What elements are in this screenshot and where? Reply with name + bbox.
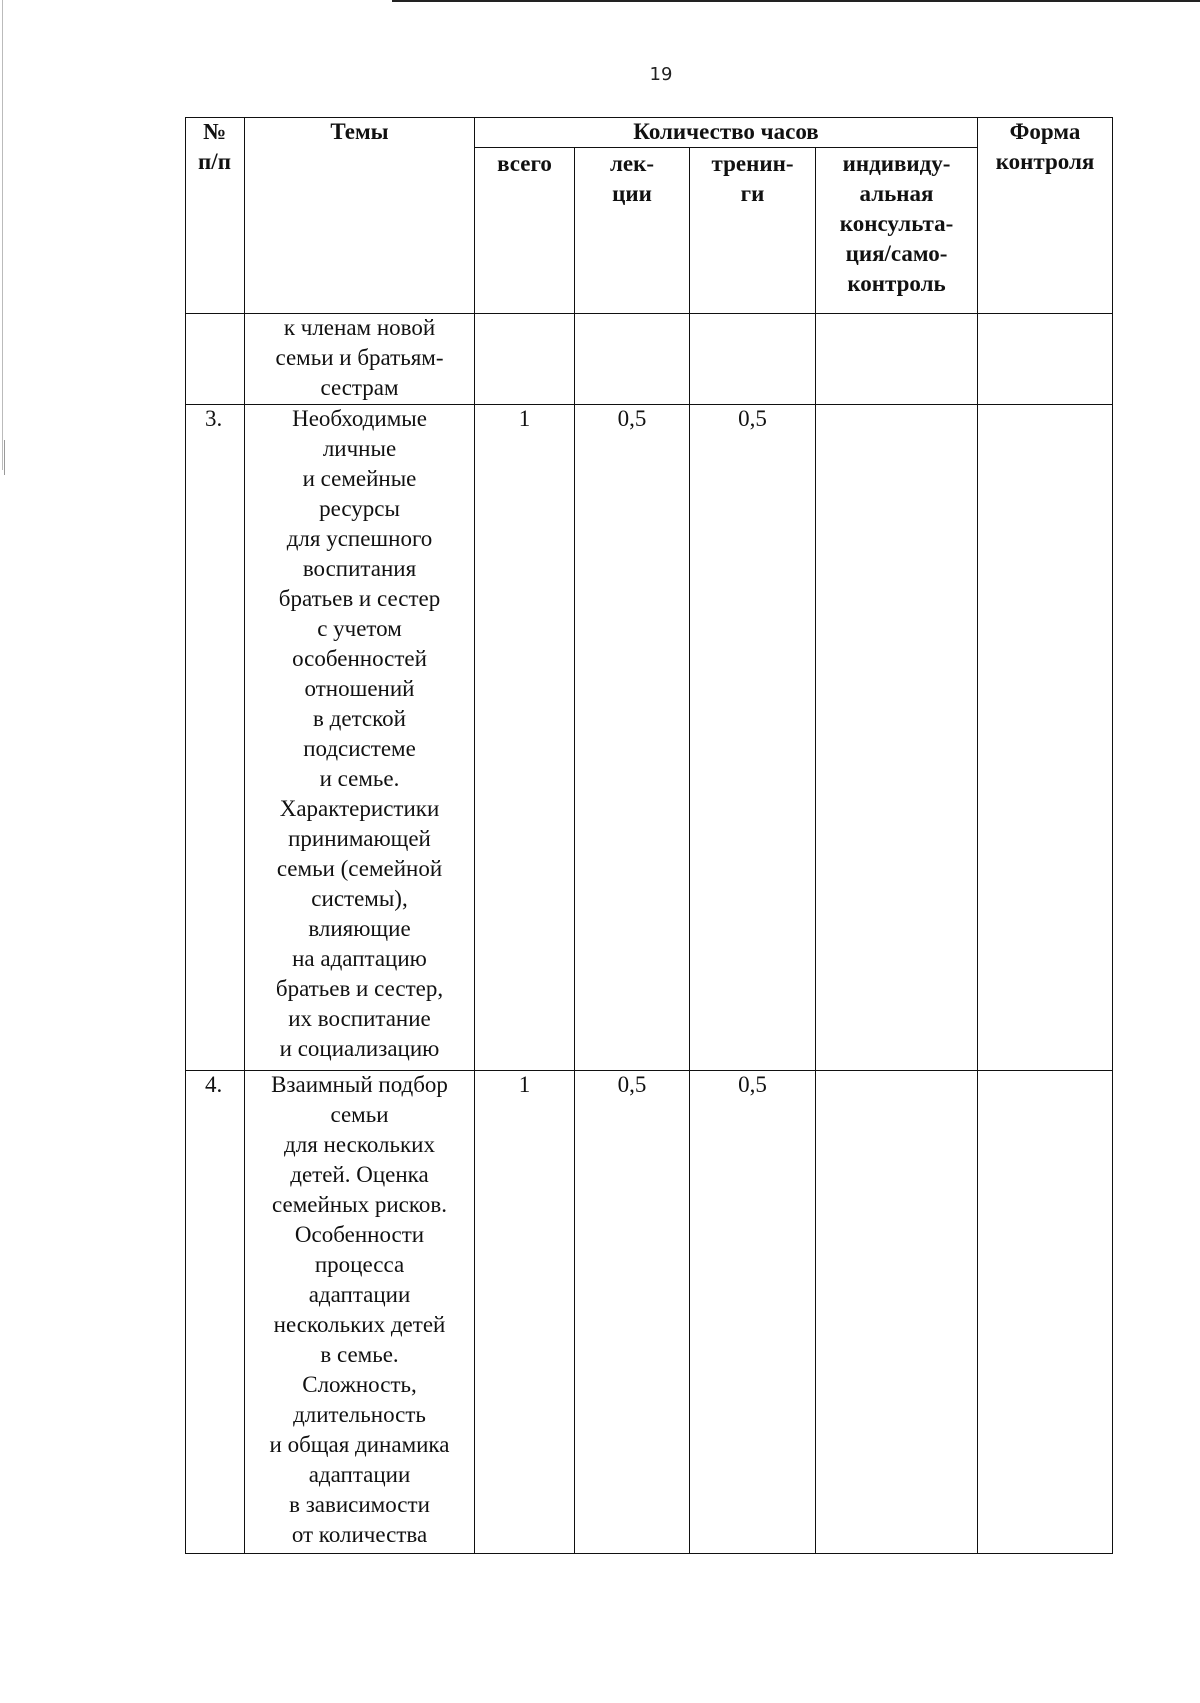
column-divider xyxy=(689,147,690,1554)
header-individual: индивиду- альная консульта- ция/само- контроль xyxy=(839,151,954,296)
row-3-topic: Необходимые личные и семейные ресурсы для успешного воспитания братьев и сестер с учетом особенностей отношений в детской подсистеме и семье. Характеристики принимающей семьи (семейной системы), влияющие на адаптацию братьев и сестер, их воспитание и социализацию xyxy=(275,406,444,1061)
header-num: № п/п xyxy=(198,119,231,174)
column-divider xyxy=(474,117,475,1554)
row-continuation-topic: к членам новой семьи и братьям- сестрам xyxy=(275,315,444,400)
row-4-topic: Взаимный подбор семьи для нескольких детей. Оценка семейных рисков. Особенности процесса адаптации нескольких детей в семье. Сложность, длительность и общая динамика адаптации в зависимости от количества xyxy=(269,1072,450,1547)
row-4-total: 1 xyxy=(518,1072,531,1097)
table-border-bottom xyxy=(185,1553,1113,1554)
table-border-left xyxy=(185,117,186,1554)
header-trainings: тренин- ги xyxy=(711,151,794,206)
page-number: 19 xyxy=(649,64,673,85)
header-total: всего xyxy=(497,151,552,176)
row-3-total: 1 xyxy=(518,406,531,431)
header-hours-group: Количество часов xyxy=(633,119,819,144)
scan-top-border xyxy=(392,0,1200,2)
header-topics: Темы xyxy=(330,119,389,144)
column-divider xyxy=(815,147,816,1554)
row-3-lectures: 0,5 xyxy=(617,406,647,431)
row-4-trainings: 0,5 xyxy=(738,1072,767,1097)
header-control-form: Форма контроля xyxy=(995,119,1095,174)
row-4-num: 4. xyxy=(205,1072,223,1097)
hours-group-underline xyxy=(474,147,977,148)
scan-left-mark xyxy=(4,440,5,475)
row-3-trainings: 0,5 xyxy=(738,406,767,431)
table-border-right xyxy=(1112,117,1113,1554)
column-divider xyxy=(574,147,575,1554)
header-lectures: лек- ции xyxy=(609,151,655,206)
row-4-lectures: 0,5 xyxy=(617,1072,647,1097)
column-divider xyxy=(977,117,978,1554)
row-3-num: 3. xyxy=(205,406,223,431)
hours-table xyxy=(185,117,1113,1554)
